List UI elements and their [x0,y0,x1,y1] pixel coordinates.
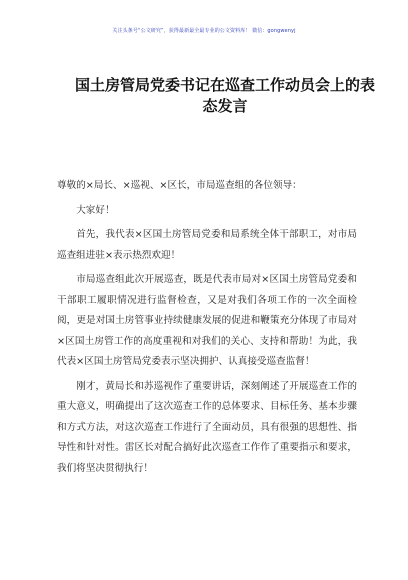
header-banner: 关注头条号“公文研究”，获得最新最全最专业的公文资料库！ 微信：gongwenyj [112,28,296,34]
welcome-paragraph: 首先，我代表×区国土房管局党委和局系统全体干部职工，对市局巡查组进驻×表示热烈欢迎！ [57,229,357,261]
salutation-paragraph: 尊敬的×局长、×巡视、×区长，市局巡查组的各位领导： [57,180,302,191]
response-paragraph: 刚才，黄局长和苏巡视作了重要讲话，深刻阐述了开展巡查工作的重大意义，明确提出了这次巡查工作的总体要求、目标任务、基本步骤和方式方法，对这次巡查工作进行了全面动员，具有很强的思想性、指导性和针对性。雷区长对配合搞好此次巡查工作作了重要指示和要求，我们将坚决贯彻执行！ [57,380,357,474]
document-title: 国土房管局党委书记在巡查工作动员会上的表态发言 [74,76,375,115]
inspection-paragraph: 市局巡查组此次开展巡查，既是代表市局对×区国土房管局党委和干部职工履职情况进行监督检查，又是对我们各项工作的一次全面检阅，更是对国土房管事业持续健康发展的促进和鞭策充分体现了市局对×区国土房管工作的高度重视和对我们的关心、支持和帮助！为此，我代表×区国土房管局党委表示坚决拥护、认真接受巡查监督！ [57,274,357,367]
document-body [57,176,357,483]
greeting-paragraph: 大家好！ [76,204,115,216]
